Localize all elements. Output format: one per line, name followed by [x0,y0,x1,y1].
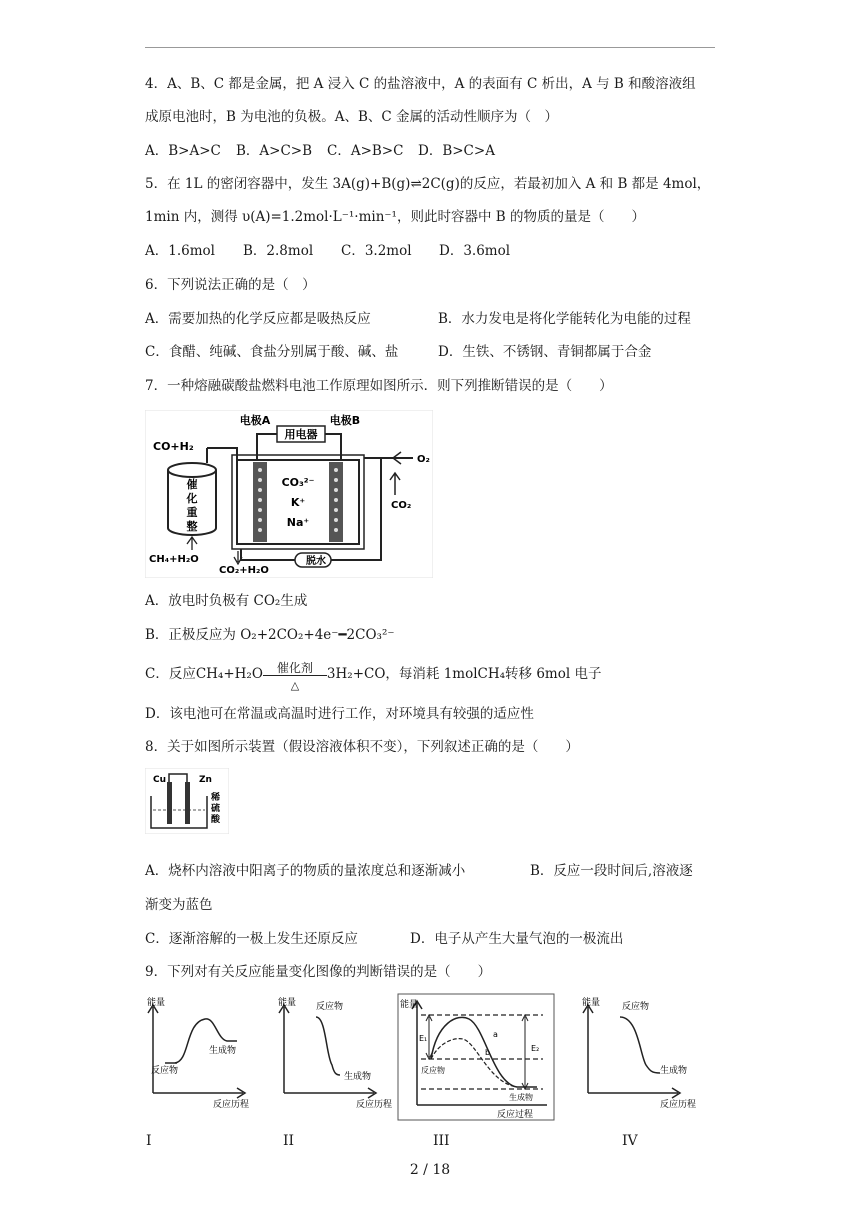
q4-stem-line2: 成原电池时，B 为电池的负极。A、B、C 金属的活动性顺序为（ ） [145,109,559,125]
graph-label-4: IV [622,1133,638,1149]
q5-options [145,242,510,260]
catalyst-label: 催化剂 [276,661,313,675]
zn-label: Zn [199,775,212,785]
co2-right-label: CO₂ [391,500,412,511]
g2-progress-label: 反应历程 [356,1100,393,1110]
q4-stem-line1: 4．A、B、C 都是金属，把 A 浸入 C 的盐溶液中，A 的表面有 C 析出，A 与 B 和酸溶液组 [145,76,696,92]
g3-a-label: a [493,1030,498,1039]
reformer-char-4: 整 [186,520,198,533]
g4-reactant-label: 反应物 [622,1002,650,1012]
q8-option-b[interactable]: B．反应一段时间后,溶液逐 [530,863,693,879]
dehydrate-label: 脱水 [306,556,326,567]
electrode-b-label: 电极B [329,414,361,427]
q4-options [145,142,495,160]
energy-graph-1 [145,995,270,1115]
reformer-char-1: 催 [186,478,198,491]
graph-label-1: I [146,1133,152,1149]
g2-reactant-label: 反应物 [316,1002,344,1012]
q7-option-d[interactable]: D．该电池可在常温或高温时进行工作，对环境具有较强的适应性 [145,706,534,722]
g2-product-label: 生成物 [344,1072,372,1082]
q7-option-c[interactable] [145,661,602,692]
appliance-label: 用电器 [284,428,318,441]
graph-label-3: III [433,1133,450,1149]
q5-option-c[interactable]: C．3.2mol [341,243,412,259]
q4-option-b[interactable]: B．A>C>B [236,143,313,159]
q7-option-c-pre: C．反应CH₄+H₂O [145,666,263,682]
q4-option-a[interactable]: A．B>A>C [145,143,221,159]
q6-stem: 6．下列说法正确的是（ ） [145,277,316,293]
catalyst-arrow [263,661,327,692]
heat-symbol: △ [290,679,300,692]
reformer-char-3: 重 [186,506,198,519]
q6-option-d[interactable]: D．生铁、不锈钢、青铜都属于合金 [438,344,652,360]
page-number: 2 / 18 [409,1162,451,1178]
ion-sodium: Na⁺ [286,516,310,529]
energy-graph-2 [276,995,401,1115]
ion-potassium: K⁺ [290,496,306,509]
energy-graph-3 [397,993,555,1121]
q7-option-c-post: 3H₂+CO，每消耗 1molCH₄转移 6mol 电子 [326,666,602,682]
g3-b-label: b [485,1048,491,1057]
q5-stem-line2: 1min 内，测得 υ(A)=1.2mol·L⁻¹·min⁻¹，则此时容器中 B 的物质的量是（ ） [145,209,645,225]
o2-label: O₂ [417,454,430,465]
q6-option-a[interactable]: A．需要加热的化学反应都是吸热反应 [145,311,371,327]
header-rule [145,47,715,48]
ion-carbonate: CO₃²⁻ [281,476,315,489]
q4-option-c[interactable]: C．A>B>C [327,143,404,159]
q6-option-b[interactable]: B．水力发电是将化学能转化为电能的过程 [438,311,691,327]
q8-option-c[interactable]: C．逐渐溶解的一极上发生还原反应 [145,931,358,947]
g3-e1-label: E₁ [419,1034,428,1043]
q7-option-a[interactable]: A．放电时负极有 CO₂生成 [145,593,308,609]
q7-option-b[interactable]: B．正极反应为 O₂+2CO₂+4e⁻━2CO₃²⁻ [145,627,395,643]
energy-graph-4 [580,995,705,1115]
g1-product-label: 生成物 [209,1046,237,1056]
q8-option-a[interactable]: A．烧杯内溶液中阳离子的物质的量浓度总和逐渐减小 [145,863,466,879]
q8-stem: 8．关于如图所示装置（假设溶液体积不变），下列叙述正确的是（ ） [145,739,579,755]
q7-stem: 7．一种熔融碳酸盐燃料电池工作原理如图所示．则下列推断错误的是（ ） [145,378,613,394]
g3-energy-label: 能量 [400,1000,419,1010]
graph-label-2: II [283,1133,295,1149]
g4-progress-label: 反应历程 [660,1100,697,1110]
q5-stem-line1: 5．在 1L 的密闭容器中，发生 3A(g)+B(g)⇌2C(g)的反应，若最初加入 A 和 B 都是 4mol， [145,176,711,192]
g3-e2-label: E₂ [531,1044,540,1053]
feed-label: CO+H₂ [153,440,194,453]
fuel-cell-figure [145,410,433,578]
acid-char-2: 硫 [211,804,221,814]
g4-energy-label: 能量 [582,998,601,1008]
q4-option-d[interactable]: D．B>C>A [418,143,495,159]
g2-energy-label: 能量 [278,998,297,1008]
q8-option-d[interactable]: D．电子从产生大量气泡的一极流出 [410,931,624,947]
q5-option-d[interactable]: D．3.6mol [439,243,511,259]
q9-stem: 9．下列对有关反应能量变化图像的判断错误的是（ ） [145,964,492,980]
methane-label: CH₄+H₂O [149,554,199,565]
g3-progress-label: 反应过程 [497,1110,534,1120]
electrode-a-label: 电极A [239,414,271,427]
g1-progress-label: 反应历程 [213,1100,250,1110]
g1-energy-label: 能量 [147,998,166,1008]
galvanic-cell-figure [145,768,229,834]
q8-option-b-cont: 渐变为蓝色 [145,897,213,913]
g3-product-label: 生成物 [509,1093,533,1102]
acid-char-1: 稀 [211,793,221,803]
q5-option-b[interactable]: B．2.8mol [243,243,314,259]
g1-reactant-label: 反应物 [151,1066,179,1076]
g4-product-label: 生成物 [660,1066,688,1076]
q5-option-a[interactable]: A．1.6mol [145,243,215,259]
reformer-char-2: 化 [186,492,198,505]
acid-char-3: 酸 [211,815,221,825]
g3-reactant-label: 反应物 [421,1066,445,1075]
exhaust-label: CO₂+H₂O [219,565,269,576]
cu-label: Cu [153,775,167,785]
q6-option-c[interactable]: C．食醋、纯碱、食盐分别属于酸、碱、盐 [145,344,399,360]
